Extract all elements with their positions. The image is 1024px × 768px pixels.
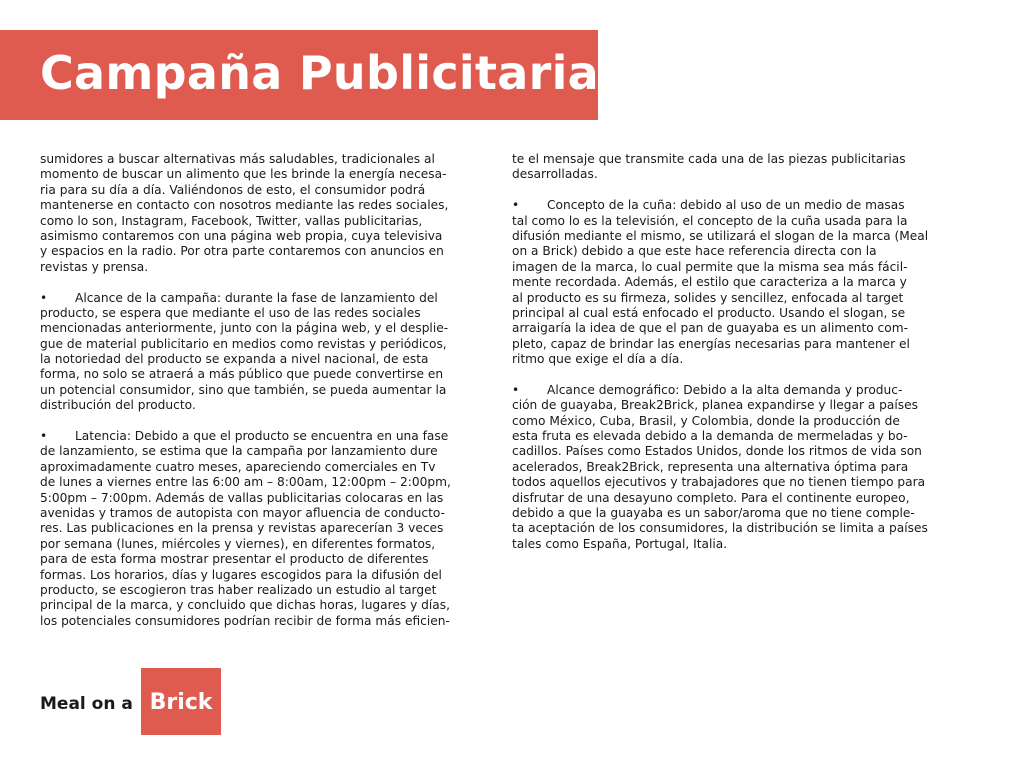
text-line: avenidas y tramos de autopista con mayor afluencia de conducto- — [40, 505, 445, 520]
text-line: disfrutar de una desayuno completo. Para el continente europeo, — [512, 490, 910, 505]
text-column-left — [40, 152, 466, 629]
text-line: la notoriedad del producto se expanda a nivel nacional, de esta — [40, 352, 429, 367]
text-line: arraigaría la idea de que el pan de guayaba es un alimento com- — [512, 321, 908, 336]
text-line: ción de guayaba, Break2Brick, planea expandirse y llegar a países — [512, 398, 918, 413]
text-line: tal como lo es la televisión, el concepto de la cuña usada para la — [512, 213, 908, 228]
text-line: y espacios en la radio. Por otra parte contaremos con anuncios en — [40, 244, 444, 259]
text-line: por semana (lunes, miércoles y viernes), en diferentes formatos, — [40, 536, 436, 551]
text-line: desarrolladas. — [512, 167, 598, 182]
brand-box — [141, 668, 221, 735]
text-line — [512, 383, 938, 398]
text-line: gue de material publicitario en medios como revistas y periódicos, — [40, 336, 447, 351]
text-line: tales como España, Portugal, Italia. — [512, 536, 728, 551]
text-line: como México, Cuba, Brasil, y Colombia, donde la producción de — [512, 413, 900, 428]
bullet-icon: • — [512, 198, 520, 213]
text-line: de lunes a viernes entre las 6:00 am – 8:00am, 12:00pm – 2:00pm, — [40, 475, 451, 490]
text-line: mantenerse en contacto con nosotros mediante las redes sociales, — [40, 198, 449, 213]
paragraph-alcance-demografico — [512, 383, 938, 552]
text-line: cadillos. Países como Estados Unidos, donde los ritmos de vida son — [512, 444, 922, 459]
text-line: imagen de la marca, lo cual permite que la misma sea más fácil- — [512, 259, 908, 274]
text-line: principal al cual está enfocado el producto. Usando el slogan, se — [512, 305, 906, 320]
text-line: un potencial consumidor, sino que también, se pueda aumentar la — [40, 382, 447, 397]
text-line: todos aquellos ejecutivos y trabajadores que no tienen tiempo para — [512, 475, 926, 490]
text-line: esta fruta es elevada debido a la demanda de mermeladas y bo- — [512, 429, 908, 444]
text-line: mencionadas anteriormente, junto con la página web, y el desplie- — [40, 321, 449, 336]
bullet-icon: • — [40, 429, 48, 444]
text-line: ritmo que exige el día a día. — [512, 352, 684, 367]
text-line: para de esta forma mostrar presentar el producto de diferentes — [40, 552, 429, 567]
text-line-content: Alcance demográfico: Debido a la alta demanda y produc- — [547, 382, 903, 397]
bullet-icon: • — [512, 382, 520, 397]
paragraph-concepto-cuna — [512, 198, 938, 367]
text-line-content: Latencia: Debido a que el producto se encuentra en una fase — [75, 429, 449, 444]
text-line: pleto, capaz de brindar las energías necesarias para mantener el — [512, 336, 910, 351]
paragraph-alcance-campana — [40, 291, 466, 414]
text-line: ta aceptación de los consumidores, la distribución se limita a países — [512, 521, 928, 536]
text-line: sumidores a buscar alternativas más saludables, tradicionales al — [40, 152, 435, 166]
text-line: acelerados, Break2Brick, representa una alternativa óptima para — [512, 459, 909, 474]
text-line: de lanzamiento, se estima que la campaña por lanzamiento dure — [40, 444, 438, 459]
text-line — [40, 291, 466, 306]
brand-text: Meal on a — [40, 694, 133, 714]
text-line: forma, no solo se atraerá a más público que puede convertirse en — [40, 367, 444, 382]
text-line: producto, se espera que mediante el uso de las redes sociales — [40, 305, 421, 320]
text-line: 5:00pm – 7:00pm. Además de vallas publicitarias colocaras en las — [40, 490, 444, 505]
text-line: ria para su día a día. Valiéndonos de esto, el consumidor podrá — [40, 182, 426, 197]
text-line-content: Concepto de la cuña: debido al uso de un medio de masas — [547, 198, 905, 213]
text-line: debido a que la guayaba es un sabor/aroma que no tiene comple- — [512, 505, 915, 520]
text-line: distribución del producto. — [40, 398, 196, 413]
text-line: al producto es su firmeza, solides y sencillez, enfocada al target — [512, 290, 904, 305]
text-line: momento de buscar un alimento que les brinde la energía necesa- — [40, 167, 447, 182]
text-line: res. Las publicaciones en la prensa y revistas aparecerían 3 veces — [40, 521, 444, 536]
text-line-content: Alcance de la campaña: durante la fase de lanzamiento del — [75, 290, 438, 305]
text-column-right — [512, 152, 938, 552]
text-line: mente recordada. Además, el estilo que caracteriza a la marca y — [512, 275, 907, 290]
text-line: formas. Los horarios, días y lugares escogidos para la difusión del — [40, 567, 442, 582]
text-line: principal de la marca, y concluido que dichas horas, lugares y días, — [40, 598, 450, 613]
paragraph-latencia — [40, 429, 466, 629]
text-line: producto, se escogieron tras haber realizado un estudio al target — [40, 582, 437, 597]
text-line: on a Brick) debido a que este hace referencia directa con la — [512, 244, 877, 259]
text-line — [512, 198, 938, 213]
text-line: difusión mediante el mismo, se utilizará el slogan de la marca (Meal — [512, 228, 929, 243]
bullet-icon: • — [40, 290, 48, 305]
text-line — [40, 429, 466, 444]
text-line: revistas y prensa. — [40, 259, 149, 274]
paragraph-intro — [40, 152, 466, 275]
text-line: aproximadamente cuatro meses, apareciendo comerciales en Tv — [40, 459, 436, 474]
paragraph-continuation — [512, 152, 938, 183]
text-line: como lo son, Instagram, Facebook, Twitter, vallas publicitarias, — [40, 213, 423, 228]
brand-box-text: Brick — [149, 690, 213, 715]
text-line: los potenciales consumidores podrían recibir de forma más eficien- — [40, 613, 450, 628]
text-line: asimismo contaremos con una página web propia, cuya televisiva — [40, 228, 443, 243]
page-title: Campaña Publicitaria — [40, 46, 599, 100]
text-line: te el mensaje que transmite cada una de las piezas publicitarias — [512, 152, 906, 166]
